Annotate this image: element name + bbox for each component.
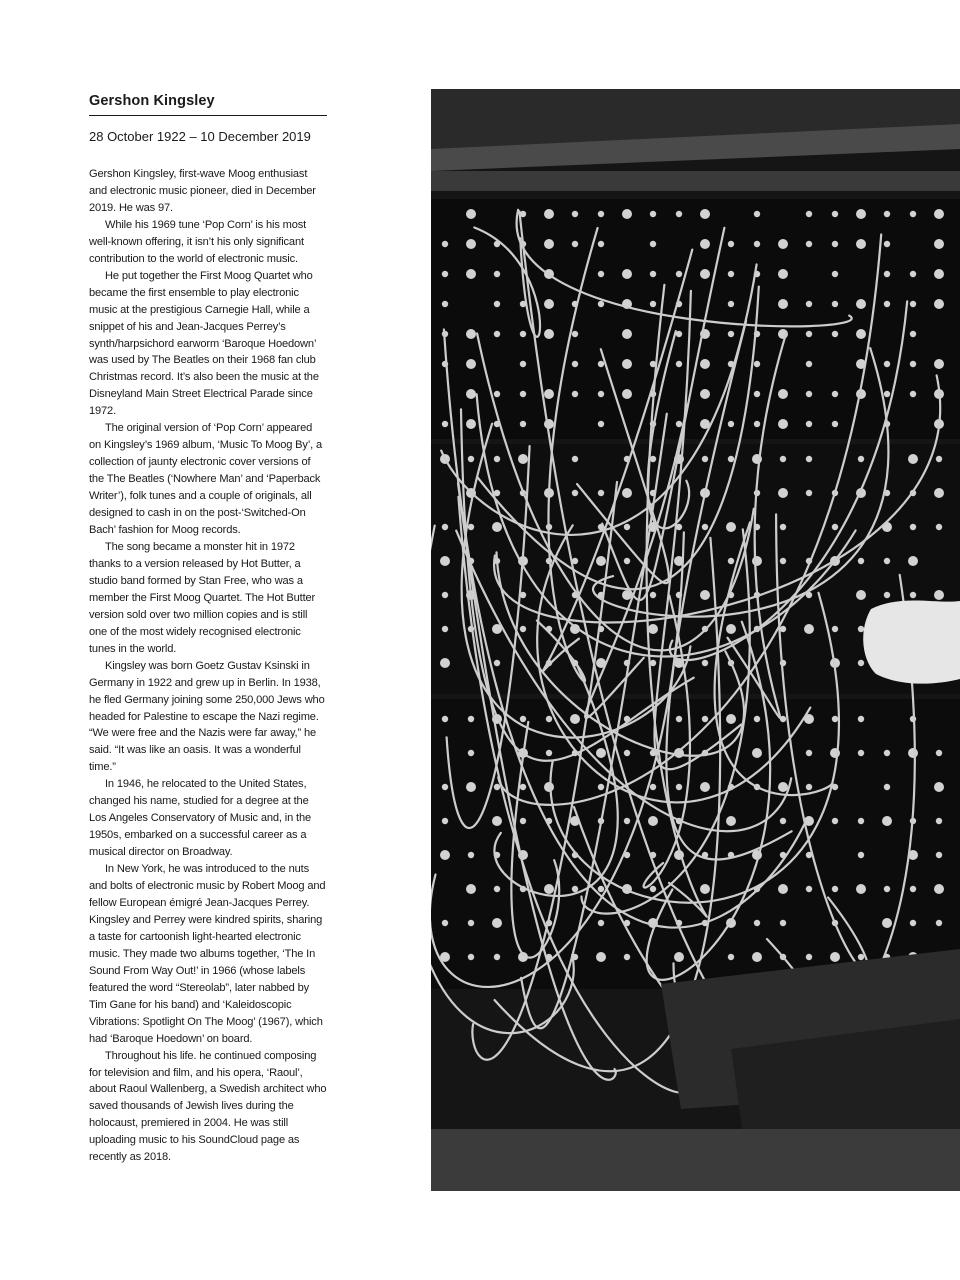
synth-knob [624, 524, 630, 530]
synth-knob [936, 818, 942, 824]
synth-knob [572, 886, 578, 892]
synth-knob [910, 592, 916, 598]
synth-knob [832, 818, 838, 824]
synth-knob [466, 269, 476, 279]
synth-knob [700, 884, 710, 894]
synth-knob [572, 456, 578, 462]
synth-knob [494, 301, 500, 307]
synth-knob [856, 239, 866, 249]
synth-knob [520, 391, 526, 397]
synth-knob [856, 884, 866, 894]
synth-knob [466, 209, 476, 219]
synth-knob [780, 920, 786, 926]
paragraph: Throughout his life. he continued composing for television and film, and his opera, ‘Raoul’, about Raoul Wallenberg, a Swedish architect who saved thousands of Jewish lives during the holocaust, premiered in 2004. He was still uploading music to his SoundCloud page as recently as 2018. [89, 1049, 327, 1164]
synth-knob [466, 329, 476, 339]
synth-knob [934, 209, 944, 219]
synth-knob [520, 626, 526, 632]
synth-knob [910, 301, 916, 307]
synth-knob [806, 331, 812, 337]
synth-knob [624, 954, 630, 960]
synth-knob [858, 818, 864, 824]
synth-knob [442, 920, 448, 926]
synth-knob [806, 241, 812, 247]
synth-knob [676, 361, 682, 367]
synth-knob [572, 211, 578, 217]
synth-knob [544, 389, 554, 399]
synth-knob [700, 269, 710, 279]
synth-knob [440, 556, 450, 566]
synth-knob [728, 301, 734, 307]
synth-knob [520, 818, 526, 824]
synth-knob [492, 522, 502, 532]
synth-knob [700, 239, 710, 249]
paragraph: In New York, he was introduced to the nuts and bolts of electronic music by Robert Moog and fellow European émigré Jean-Jacques Perrey. Kingsley and Perrey were kindred spirits, sharing a taste for cartoonish light-hearted electronic music. They made two albums together, ‘The In Sound From Way Out!’ in 1966 (whose labels featured the word “Stereolab”, later nabbed by Tim Gane for his band) and ‘Kaleidoscopic Vibrations: Spotlight On The Moog’ (1967), which had ‘Baroque Hoedown’ on board. [89, 863, 326, 1045]
paragraph: The original version of ‘Pop Corn’ appeared on Kingsley’s 1969 album, ‘Music To Moog By’, a collection of jaunty electronic cover versions of the The Beatles (‘Nowhere Man’ and ‘Paperback Writer’), folk tunes and a couple of originals, all designed to cash in on the post-‘Switched-On Bach’ fashion for Moog records. [89, 422, 323, 537]
synth-knob [598, 301, 604, 307]
synth-knob [806, 954, 812, 960]
synth-knob [806, 421, 812, 427]
synth-knob [520, 421, 526, 427]
synth-knob [596, 952, 606, 962]
synth-knob [778, 299, 788, 309]
synth-knob [572, 241, 578, 247]
synth-knob [934, 269, 944, 279]
synth-knob [598, 920, 604, 926]
synth-knob [806, 456, 812, 462]
synth-knob [598, 241, 604, 247]
synth-knob [494, 271, 500, 277]
synth-knob [520, 361, 526, 367]
synth-knob [700, 389, 710, 399]
paragraph: In 1946, he relocated to the United States, changed his name, studied for a degree at the Los Angeles Conservatory of Music and, in the 1950s, embarked on a successful career as a musical director on Broadway. [89, 778, 312, 859]
synth-knob [754, 716, 760, 722]
synth-knob [934, 239, 944, 249]
synth-knob [572, 391, 578, 397]
synth-knob [728, 954, 734, 960]
synth-knob [884, 211, 890, 217]
synth-knob [936, 852, 942, 858]
article-body [89, 166, 327, 1166]
synth-knob [466, 239, 476, 249]
synth-knob [910, 920, 916, 926]
synth-knob [544, 329, 554, 339]
synth-knob [676, 211, 682, 217]
synth-knob [806, 301, 812, 307]
synth-knob [442, 784, 448, 790]
synth-knob [884, 558, 890, 564]
synth-knob [832, 716, 838, 722]
synth-knob [676, 271, 682, 277]
synth-knob [832, 331, 838, 337]
synth-knob [728, 271, 734, 277]
synth-knob [650, 271, 656, 277]
synth-knob [466, 359, 476, 369]
synth-knob [494, 784, 500, 790]
synth-knob [572, 490, 578, 496]
synth-knob [598, 391, 604, 397]
synth-knob [936, 524, 942, 530]
synth-knob [806, 750, 812, 756]
synth-knob [492, 816, 502, 826]
synth-knob [908, 454, 918, 464]
synth-knob [622, 389, 632, 399]
synth-knob [494, 331, 500, 337]
synth-knob [442, 241, 448, 247]
synth-knob [778, 884, 788, 894]
synth-knob [936, 750, 942, 756]
synth-knob [832, 886, 838, 892]
synth-knob [622, 359, 632, 369]
synth-knob [806, 784, 812, 790]
synth-knob [832, 421, 838, 427]
synth-knob [780, 524, 786, 530]
synth-knob [676, 331, 682, 337]
synth-knob [674, 952, 684, 962]
synth-knob [544, 299, 554, 309]
synth-knob [544, 209, 554, 219]
synth-knob [442, 524, 448, 530]
synth-knob [726, 624, 736, 634]
synth-knob [650, 456, 656, 462]
synth-knob [650, 301, 656, 307]
synth-knob [754, 361, 760, 367]
synth-knob [726, 522, 736, 532]
synth-knob [700, 359, 710, 369]
synth-knob [858, 852, 864, 858]
synth-knob [494, 954, 500, 960]
synth-knob [780, 558, 786, 564]
synth-knob [856, 299, 866, 309]
synth-knob [804, 624, 814, 634]
synth-knob [858, 558, 864, 564]
synth-knob [884, 271, 890, 277]
synth-knob [442, 421, 448, 427]
synth-knob [832, 626, 838, 632]
synth-knob [546, 716, 552, 722]
synth-knob [780, 456, 786, 462]
moog-synthesizer-illustration [431, 89, 960, 1191]
synth-knob [778, 782, 788, 792]
synth-knob [650, 660, 656, 666]
synth-knob [832, 271, 838, 277]
synth-knob [910, 211, 916, 217]
synth-knob [778, 488, 788, 498]
synth-knob [676, 784, 682, 790]
synth-knob [624, 750, 630, 756]
synth-knob [858, 716, 864, 722]
synth-knob [442, 818, 448, 824]
synth-knob [778, 419, 788, 429]
synth-knob [884, 886, 890, 892]
synth-knob [544, 782, 554, 792]
synth-knob [778, 269, 788, 279]
synth-knob [570, 714, 580, 724]
synth-knob [754, 421, 760, 427]
synth-knob [934, 884, 944, 894]
synth-knob [806, 490, 812, 496]
synth-knob [702, 660, 708, 666]
synth-knob [884, 784, 890, 790]
synth-knob [700, 209, 710, 219]
synth-knob [468, 954, 474, 960]
synth-knob [492, 918, 502, 928]
synth-knob [440, 658, 450, 668]
synth-knob [934, 488, 944, 498]
synth-knob [494, 391, 500, 397]
synth-knob [494, 660, 500, 666]
synth-knob [622, 329, 632, 339]
synth-knob [884, 241, 890, 247]
synth-knob [466, 419, 476, 429]
synth-knob [468, 716, 474, 722]
synth-knob [650, 211, 656, 217]
synth-knob [520, 331, 526, 337]
moog-synthesizer-photo [431, 89, 960, 1191]
synth-knob [934, 590, 944, 600]
synth-knob [596, 556, 606, 566]
synth-knob [778, 389, 788, 399]
synth-knob [858, 750, 864, 756]
synth-knob [910, 524, 916, 530]
synth-knob [648, 624, 658, 634]
synth-knob [596, 748, 606, 758]
synth-knob [598, 886, 604, 892]
article-dates: 28 October 1922 – 10 December 2019 [89, 129, 311, 144]
synth-knob [650, 886, 656, 892]
synth-knob [622, 209, 632, 219]
synth-knob [702, 716, 708, 722]
synth-knob [726, 816, 736, 826]
synth-knob [702, 524, 708, 530]
synth-knob [622, 488, 632, 498]
synth-knob [598, 211, 604, 217]
synth-knob [856, 329, 866, 339]
synth-knob [908, 556, 918, 566]
synth-knob [832, 391, 838, 397]
synth-knob [726, 714, 736, 724]
synth-knob [856, 209, 866, 219]
paragraph: Gershon Kingsley, first-wave Moog enthusiast and electronic music pioneer, died in December 2019. He was 97. [89, 168, 316, 214]
synth-knob [884, 301, 890, 307]
synth-knob [546, 750, 552, 756]
synth-knob [778, 239, 788, 249]
synth-knob [544, 419, 554, 429]
synth-knob [702, 456, 708, 462]
synth-knob [910, 886, 916, 892]
synth-knob [728, 241, 734, 247]
synth-knob [752, 952, 762, 962]
synth-knob [884, 391, 890, 397]
synth-knob [466, 389, 476, 399]
synth-knob [494, 456, 500, 462]
synth-knob [934, 299, 944, 309]
synth-knob [520, 716, 526, 722]
paragraph: Kingsley was born Goetz Gustav Ksinski in Germany in 1922 and grew up in Berlin. In 1938, he fled Germany joining some 250,000 Jews who headed for Palestine to escape the Nazi regime. “We were free and the Nazis were far away,” he said. “It was like an oasis. It was a wonderful time.” [89, 659, 325, 774]
synth-knob [468, 524, 474, 530]
synth-knob [598, 490, 604, 496]
synth-knob [858, 954, 864, 960]
synth-knob [520, 784, 526, 790]
synth-knob [598, 361, 604, 367]
synth-knob [598, 784, 604, 790]
synth-knob [832, 241, 838, 247]
synth-knob [442, 716, 448, 722]
synth-knob [884, 750, 890, 756]
synth-knob [910, 361, 916, 367]
article-title: Gershon Kingsley [89, 93, 327, 116]
synth-knob [910, 391, 916, 397]
synth-knob [700, 590, 710, 600]
synth-knob [910, 271, 916, 277]
synth-knob [884, 361, 890, 367]
synth-knob [494, 886, 500, 892]
synth-knob [832, 301, 838, 307]
synth-knob [442, 301, 448, 307]
synth-knob [544, 239, 554, 249]
paragraph: He put together the First Moog Quartet who became the first ensemble to play electronic music at the prestigious Carnegie Hall, while a snippet of his and Jean-Jacques Perrey’s synth/harpsichord earworm ‘Baroque Hoedown’ was used by The Beatles on their 1968 fan club Christmas record. It’s also been the music at the Disneyland Main Street Electrical Parade since 1972. [89, 269, 319, 418]
synth-knob [752, 748, 762, 758]
synth-knob [754, 241, 760, 247]
synth-knob [780, 626, 786, 632]
paragraph: While his 1969 tune ‘Pop Corn’ is his most well-known offering, it isn’t his only significant contribution to the world of electronic music. [89, 218, 307, 265]
synth-knob [728, 331, 734, 337]
synth-knob [728, 456, 734, 462]
synth-knob [934, 359, 944, 369]
synth-knob [622, 269, 632, 279]
synth-knob [934, 782, 944, 792]
synth-knob [572, 361, 578, 367]
synth-knob [598, 271, 604, 277]
synth-knob [830, 952, 840, 962]
synth-knob [544, 884, 554, 894]
synth-knob [806, 361, 812, 367]
synth-knob [650, 592, 656, 598]
synth-knob [832, 524, 838, 530]
synth-knob [648, 816, 658, 826]
synth-knob [466, 782, 476, 792]
synth-knob [468, 750, 474, 756]
synth-knob [752, 556, 762, 566]
synth-knob [908, 748, 918, 758]
synth-knob [856, 590, 866, 600]
synth-knob [806, 391, 812, 397]
synth-knob [442, 271, 448, 277]
synth-knob [754, 211, 760, 217]
synth-knob [858, 626, 864, 632]
synth-knob [598, 421, 604, 427]
synth-knob [466, 884, 476, 894]
synth-knob [728, 421, 734, 427]
synth-knob [624, 818, 630, 824]
synth-knob [780, 818, 786, 824]
synth-knob [806, 211, 812, 217]
synth-knob [858, 456, 864, 462]
synth-knob [910, 331, 916, 337]
synth-knob [468, 456, 474, 462]
synth-knob [442, 592, 448, 598]
synth-knob [572, 331, 578, 337]
synth-knob [468, 852, 474, 858]
synth-knob [650, 241, 656, 247]
synth-knob [858, 660, 864, 666]
synth-knob [440, 850, 450, 860]
synth-knob [442, 626, 448, 632]
synth-knob [936, 920, 942, 926]
synth-knob [676, 716, 682, 722]
synth-knob [728, 558, 734, 564]
synth-knob [676, 421, 682, 427]
synth-knob [700, 782, 710, 792]
synth-knob [518, 454, 528, 464]
synth-knob [806, 886, 812, 892]
synth-knob [882, 816, 892, 826]
synth-knob [754, 920, 760, 926]
synth-knob [468, 920, 474, 926]
synth-knob [624, 558, 630, 564]
synth-knob [936, 456, 942, 462]
paragraph: The song became a monster hit in 1972 thanks to a version released by Hot Butter, a studio band formed by Stan Free, who was a member the First Moog Quartet. The Hot Butter version sold over two million copies and is still one of the most widely recognised electronic tunes in the world. [89, 540, 316, 655]
synth-knob [884, 592, 890, 598]
synth-knob [650, 784, 656, 790]
synth-knob [882, 918, 892, 928]
synth-knob [832, 211, 838, 217]
synth-knob [754, 391, 760, 397]
article-column [89, 93, 327, 1166]
